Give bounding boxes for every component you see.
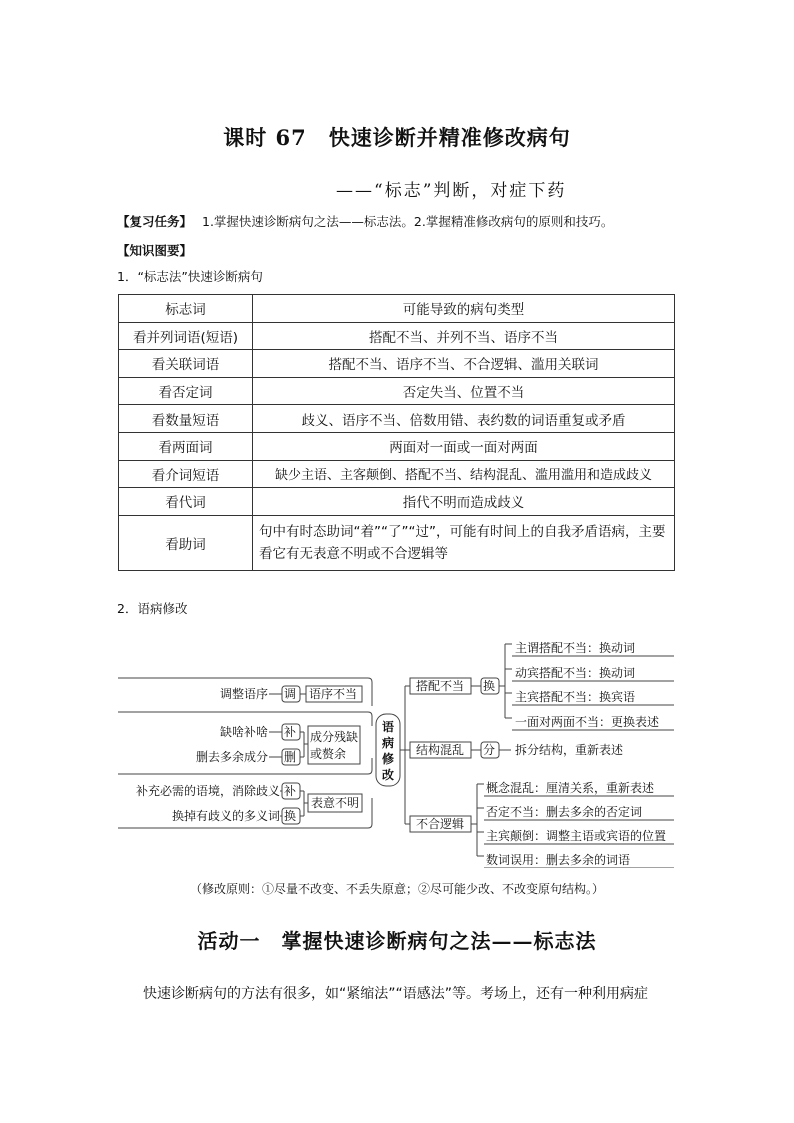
body-paragraph: 快速诊断病句的方法有很多，如“紧缩法”“语感法”等。考场上，还有一种利用病症 <box>143 986 649 1002</box>
center-char: 病 <box>382 736 395 750</box>
mismatch-item: 主宾搭配不当：换宾语 <box>515 690 636 704</box>
knowledge-map-label: 【知识图要】 <box>117 243 193 258</box>
page-title: 课时 67 快速诊断并精准修改病句 <box>223 125 571 150</box>
revision-diagram <box>118 628 674 868</box>
mismatch-node: 搭配不当 <box>416 679 465 693</box>
table-cell: 看数量短语 <box>119 405 253 433</box>
table-cell: 两面对一面或一面对两面 <box>253 432 675 460</box>
adjust-type: 语序不当 <box>309 687 358 701</box>
table-cell: 指代不明而造成歧义 <box>253 488 675 516</box>
table-cell: 搭配不当、并列不当、语序不当 <box>253 322 675 350</box>
structure-node: 结构混乱 <box>416 743 465 757</box>
table-row <box>119 405 675 433</box>
context-label: 补充必需的语境，消除歧义 <box>135 784 280 798</box>
table-cell: 句中有时态助词“着”“了”“过”，可能有时间上的自我矛盾语病，主要看它有无表意不明或不合逻辑等 <box>253 515 675 570</box>
replace-op: 换 <box>284 809 297 823</box>
logic-item: 概念混乱：厘清关系，重新表述 <box>486 781 655 795</box>
add-label: 缺啥补啥 <box>219 725 268 739</box>
logic-item: 主宾颠倒：调整主语或宾语的位置 <box>486 829 667 843</box>
delete-op: 删 <box>284 750 297 764</box>
table-row <box>119 350 675 378</box>
logic-item: 数词误用：删去多余的词语 <box>486 853 631 867</box>
table-header-row <box>119 295 675 323</box>
component-type: 或赘余 <box>310 747 347 761</box>
table-header: 可能导致的病句类型 <box>253 295 675 323</box>
mismatch-item: 动宾搭配不当：换动词 <box>515 666 636 680</box>
table-cell: 缺少主语、主客颠倒、搭配不当、结构混乱、滥用滥用和造成歧义 <box>253 460 675 488</box>
logic-item: 否定不当：删去多余的否定词 <box>486 805 643 819</box>
activity-heading: 活动一 掌握快速诊断病句之法——标志法 <box>197 929 597 953</box>
table-cell: 歧义、语序不当、倍数用错、表约数的词语重复或矛盾 <box>253 405 675 433</box>
table-row <box>119 460 675 488</box>
adjust-op: 调 <box>284 687 297 701</box>
delete-label: 删去多余成分 <box>195 750 268 764</box>
center-char: 改 <box>382 768 395 782</box>
table-row <box>119 432 675 460</box>
table-row <box>119 515 675 570</box>
marker-table <box>118 294 675 571</box>
table-cell: 否定失当、位置不当 <box>253 377 675 405</box>
table-cell: 看否定词 <box>119 377 253 405</box>
mismatch-item: 一面对两面不当：更换表述 <box>515 715 660 729</box>
page-subtitle: ——“标志”判断，对症下药 <box>336 181 567 201</box>
replace-label: 换掉有歧义的多义词 <box>171 809 280 823</box>
section2-heading: 2．语病修改 <box>117 601 188 616</box>
structure-fix: 拆分结构，重新表述 <box>515 743 624 757</box>
table-cell: 看助词 <box>119 515 253 570</box>
section1-heading: 1．“标志法”快速诊断病句 <box>117 269 263 284</box>
add-op: 补 <box>284 725 297 739</box>
table-cell: 看代词 <box>119 488 253 516</box>
principle-note: （修改原则：①尽量不改变、不丢失原意；②尽可能少改、不改变原句结构。） <box>189 882 604 896</box>
table-row <box>119 488 675 516</box>
structure-op: 分 <box>483 743 496 757</box>
table-cell: 看并列词语(短语) <box>119 322 253 350</box>
table-cell: 看关联词语 <box>119 350 253 378</box>
context-op: 补 <box>284 784 297 798</box>
adjust-label: 调整语序 <box>219 687 268 701</box>
center-char: 语 <box>382 720 395 734</box>
table-row <box>119 322 675 350</box>
center-char: 修 <box>382 752 395 766</box>
table-cell: 看两面词 <box>119 432 253 460</box>
mismatch-item: 主谓搭配不当：换动词 <box>515 641 636 655</box>
review-task <box>117 213 613 231</box>
table-header: 标志词 <box>119 295 253 323</box>
component-type: 成分残缺 <box>310 730 359 744</box>
meaning-type: 表意不明 <box>311 796 360 810</box>
review-task-label: 【复习任务】 <box>117 214 193 229</box>
mismatch-op: 换 <box>483 679 496 693</box>
review-task-text: 1.掌握快速诊断病句之法——标志法。2.掌握精准修改病句的原则和技巧。 <box>202 214 614 229</box>
table-cell: 搭配不当、语序不当、不合逻辑、滥用关联词 <box>253 350 675 378</box>
table-cell: 看介词短语 <box>119 460 253 488</box>
logic-node: 不合逻辑 <box>416 817 465 831</box>
table-row <box>119 377 675 405</box>
